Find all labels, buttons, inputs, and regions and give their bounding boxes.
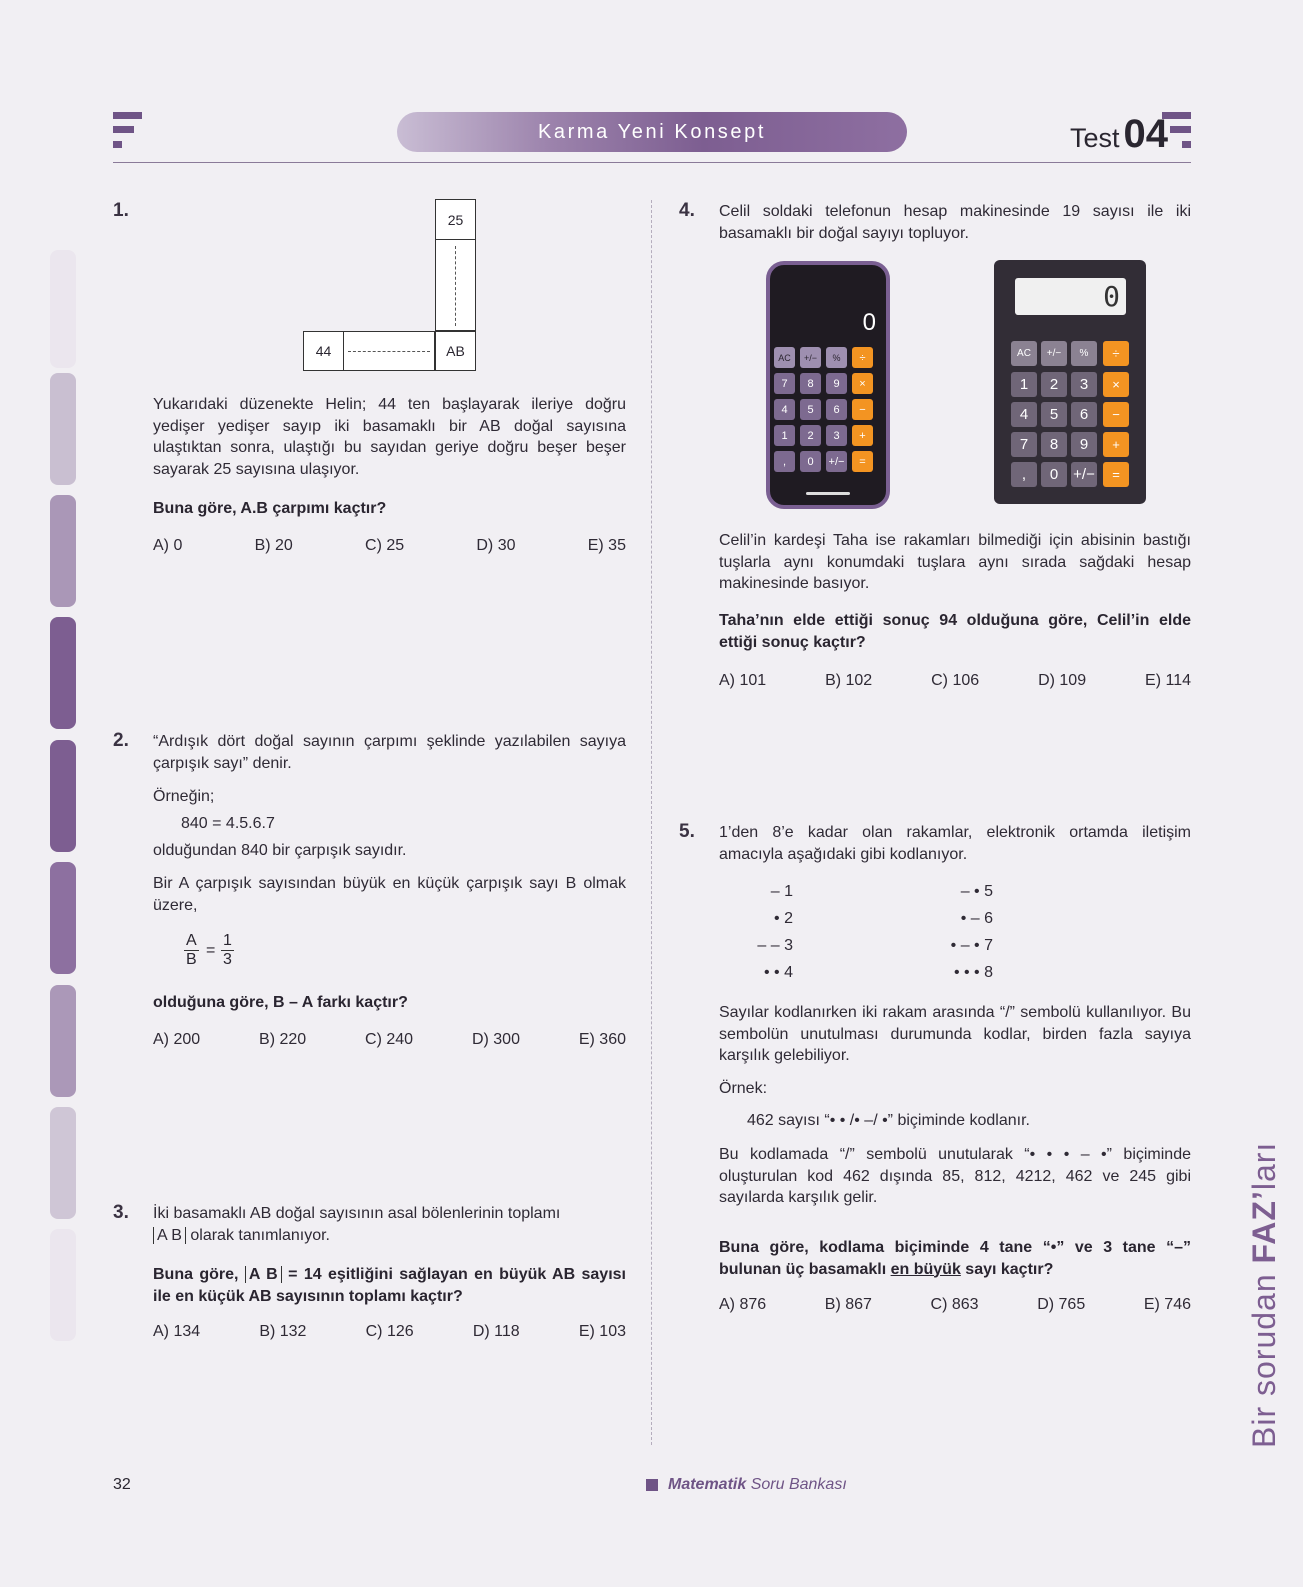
page-number: 32 (113, 1476, 131, 1493)
q5-question: Buna göre, kodlama biçiminde 4 tane “•” ve 3 tane “–” bulunan üç basamaklı en büyük sayı kaçtır? (719, 1239, 1191, 1278)
q5-example: 462 sayısı “• • /• –/ •” biçiminde kodlanır. (747, 1112, 1030, 1129)
q4-option-e[interactable]: E) 114 (1145, 672, 1191, 689)
q5-option-c[interactable]: C) 863 (930, 1296, 979, 1313)
section-title: Karma Yeni Konsept (397, 112, 907, 152)
q4-options (719, 672, 1191, 690)
q5-option-a[interactable]: A) 876 (719, 1296, 767, 1313)
q4-number: 4. (679, 200, 695, 221)
phone-display: 0 (862, 309, 876, 336)
q3-question: Buna göre, A B = 14 eşitliğini sağlayan en büyük AB sayısı ile en küçük AB sayısının toplamı kaçtır? (153, 1266, 626, 1305)
q4-option-d[interactable]: D) 109 (1038, 672, 1087, 689)
q3-box: A B (153, 1227, 186, 1244)
q2-option-a[interactable]: A) 200 (153, 1031, 201, 1048)
q2-option-c[interactable]: C) 240 (365, 1031, 414, 1048)
q2-frac-left: $\frac{A}{B}$ (186, 932, 197, 968)
q5-option-d[interactable]: D) 765 (1037, 1296, 1086, 1313)
q3-option-c[interactable]: C) 126 (365, 1323, 414, 1340)
q2-question: olduğuna göre, B – A farkı kaçtır? (153, 994, 408, 1011)
q1-option-e[interactable]: E) 35 (587, 537, 626, 554)
q4-option-a[interactable]: A) 101 (719, 672, 767, 689)
q5-text3: Bu kodlamada “/” sembolü unutularak “• • • – •” biçiminde oluşturulan kod 462 dışında 85, 812, 4212, 462 ve 245 gibi sayılarda karşılık gelir. (719, 1146, 1191, 1206)
q2-text: “Ardışık dört doğal sayının çarpımı şeklinde yazılabilen sayıya çarpışık sayı” denir. (153, 733, 626, 772)
q5-number: 5. (679, 821, 695, 842)
q4-option-c[interactable]: C) 106 (931, 672, 980, 689)
q5-option-b[interactable]: B) 867 (824, 1296, 872, 1313)
q1-options (153, 537, 626, 555)
q2-frac-eq: = (206, 942, 216, 959)
q5-example-label: Örnek: (719, 1080, 768, 1097)
q1-number: 1. (113, 200, 129, 221)
q5-text: 1’den 8’e kadar olan rakamlar, elektronik ortamda iletişim amacıyla aşağıdaki gibi kodlanıyor. (719, 824, 1191, 863)
q3-number: 3. (113, 1202, 129, 1223)
q1-text: Yukarıdaki düzenekte Helin; 44 ten başlayarak ileriye doğru yedişer yedişer sayıp iki basamaklı bir AB doğal sayısına ulaştıktan sonra, ulaştığı bu sayıdan geriye doğru beşer beşer sayarak 25 sayısına ulaşıyor. (153, 396, 626, 478)
q4-question: Taha’nın elde ettiği sonuç 94 olduğuna göre, Celil’in elde ettiği sonuç kaçtır? (719, 612, 1191, 651)
q3-option-d[interactable]: D) 118 (472, 1323, 520, 1340)
q1-option-c[interactable]: C) 25 (365, 537, 405, 554)
q2-option-e[interactable]: E) 360 (578, 1031, 626, 1048)
test-label: Test 04 (1069, 112, 1168, 156)
q2-options (153, 1031, 626, 1049)
q3-option-a[interactable]: A) 134 (153, 1323, 201, 1340)
q1-box-corner: AB (435, 331, 476, 371)
q2-example-eq: 840 = 4.5.6.7 (181, 815, 275, 832)
q5-option-e[interactable]: E) 746 (1143, 1296, 1191, 1313)
q4-text2: Celil’in kardeşi Taha ise rakamları bilmediği için abisinin bastığı tuşlarla aynı konumdaki tuşlara aynı sırada sağdaki hesap makinesinde basıyor. (719, 532, 1191, 592)
test-number: 04 (1123, 112, 1168, 156)
q5-text2: Sayılar kodlanırken iki rakam arasında “/” sembolü kullanılıyor. Bu sembolün unutulması durumunda kodlar, birden fazla sayıya karşılık gelebiliyor. (719, 1004, 1191, 1064)
q1-box-top: 25 (435, 199, 476, 240)
side-slogan: Bir sorudan FAZ’ları (1246, 1141, 1282, 1448)
q1-option-a[interactable]: A) 0 (153, 537, 183, 554)
calc-display: 0 (1015, 278, 1126, 315)
q2-text2: Bir A çarpışık sayısından büyük en küçük çarpışık sayı B olmak üzere, (153, 875, 626, 914)
q3-option-b[interactable]: B) 132 (259, 1323, 307, 1340)
q1-question: Buna göre, A.B çarpımı kaçtır? (153, 500, 387, 517)
q1-option-b[interactable]: B) 20 (254, 537, 293, 554)
q2-number: 2. (113, 730, 129, 751)
q2-option-b[interactable]: B) 220 (259, 1031, 307, 1048)
q3-option-e[interactable]: E) 103 (578, 1323, 626, 1340)
brand-square-icon (646, 1479, 658, 1491)
phone-home-bar (806, 492, 850, 495)
footer-brand: Matematik Soru Bankası (646, 1476, 847, 1494)
q3-text-line2: A B olarak tanımlanıyor. (153, 1225, 330, 1247)
q2-example-result: olduğundan 840 bir çarpışık sayıdır. (153, 842, 407, 859)
q1-option-d[interactable]: D) 30 (476, 537, 516, 554)
q4-text: Celil soldaki telefonun hesap makinesinde 19 sayısı ile iki basamaklı bir doğal sayıyı topluyor. (719, 203, 1191, 242)
q3-box-2: A B (245, 1266, 282, 1283)
q3-text-a: İki basamaklı AB doğal sayısının asal bölenlerinin toplamı (153, 1205, 561, 1222)
column-divider (651, 200, 652, 1445)
q2-example-label: Örneğin; (153, 788, 215, 805)
q3-options (153, 1323, 626, 1341)
q2-frac-right: $\frac{1}{3}$ (223, 932, 232, 968)
q1-box-left: 44 (303, 331, 344, 371)
q2-option-d[interactable]: D) 300 (471, 1031, 520, 1048)
q5-options (719, 1296, 1191, 1314)
q4-option-b[interactable]: B) 102 (825, 672, 873, 689)
header-divider (113, 162, 1191, 163)
